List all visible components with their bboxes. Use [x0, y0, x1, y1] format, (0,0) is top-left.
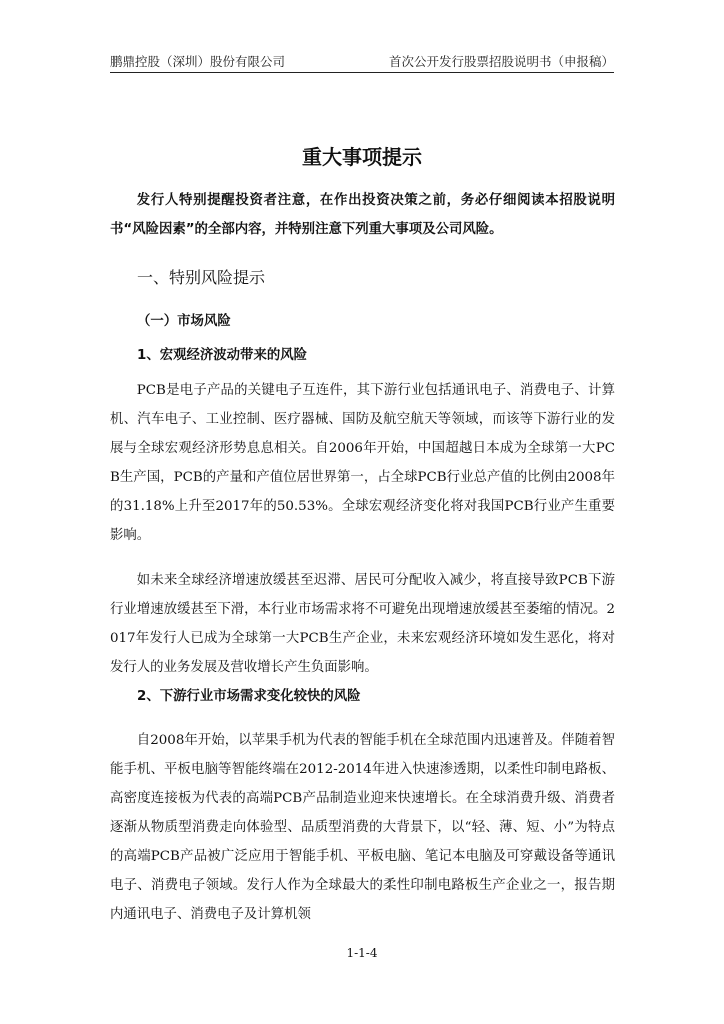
paragraph-macro-risk-2: 如未来全球经济增速放缓甚至迟滞、居民可分配收入减少，将直接导致PCB下游行业增速放缓甚至下滑，本行业市场需求将不可避免出现增速放缓甚至萎缩的情况。2017年发行人已成为全球第一大PCB生产企业，未来宏观经济环境如发生恶化，将对发行人的业务发展及营收增长产生负面影响。: [110, 573, 615, 675]
item-heading-macro-risk: 1、宏观经济波动带来的风险: [137, 348, 308, 363]
header-document-title: 首次公开发行股票招股说明书（申报稿）: [388, 54, 614, 69]
paragraph-demand-risk-1: 自2008年开始，以苹果手机为代表的智能手机在全球范围内迅速普及。伴随着智能手机、平板电脑等智能终端在2012-2014年进入快速渗透期，以柔性印制电路板、高密度连接板为代表的高端PCB产品制造业迎来快速增长。在全球消费升级、消费者逐渐从物质型消费走向体验型、品质型消费的大背景下，以“轻、薄、短、小”为特点的高端PCB产品被广泛应用于智能手机、平板电脑、笔记本电脑及可穿戴设备等通讯电子、消费电子领域。发行人作为全球最大的柔性印制电路板生产企业之一，报告期内通讯电子、消费电子及计算机领: [110, 733, 615, 922]
paragraph-macro-risk-1: PCB是电子产品的关键电子互连件，其下游行业包括通讯电子、消费电子、计算机、汽车电子、工业控制、医疗器械、国防及航空航天等领域，而该等下游行业的发展与全球宏观经济形势息息相关。自2006年开始，中国超越日本成为全球第一大PCB生产国，PCB的产量和产值位居世界第一，占全球PCB行业总产值的比例由2008年的31.18%上升至2017年的50.53%。全球宏观经济变化将对我国PCB行业产生重要影响。: [110, 383, 615, 543]
intro-paragraph: 发行人特别提醒投资者注意，在作出投资决策之前，务必仔细阅读本招股说明书“风险因素”的全部内容，并特别注意下列重大事项及公司风险。: [110, 193, 615, 237]
page-number: 1-1-4: [346, 946, 378, 960]
item-heading-demand-risk: 2、下游行业市场需求变化较快的风险: [137, 689, 361, 704]
page-header: [110, 48, 614, 73]
page-title: 重大事项提示: [302, 145, 422, 169]
header-company-name: 鹏鼎控股（深圳）股份有限公司: [110, 54, 286, 69]
subsection-heading: （一）市场风险: [137, 314, 231, 329]
section-heading: 一、特别风险提示: [137, 268, 266, 287]
